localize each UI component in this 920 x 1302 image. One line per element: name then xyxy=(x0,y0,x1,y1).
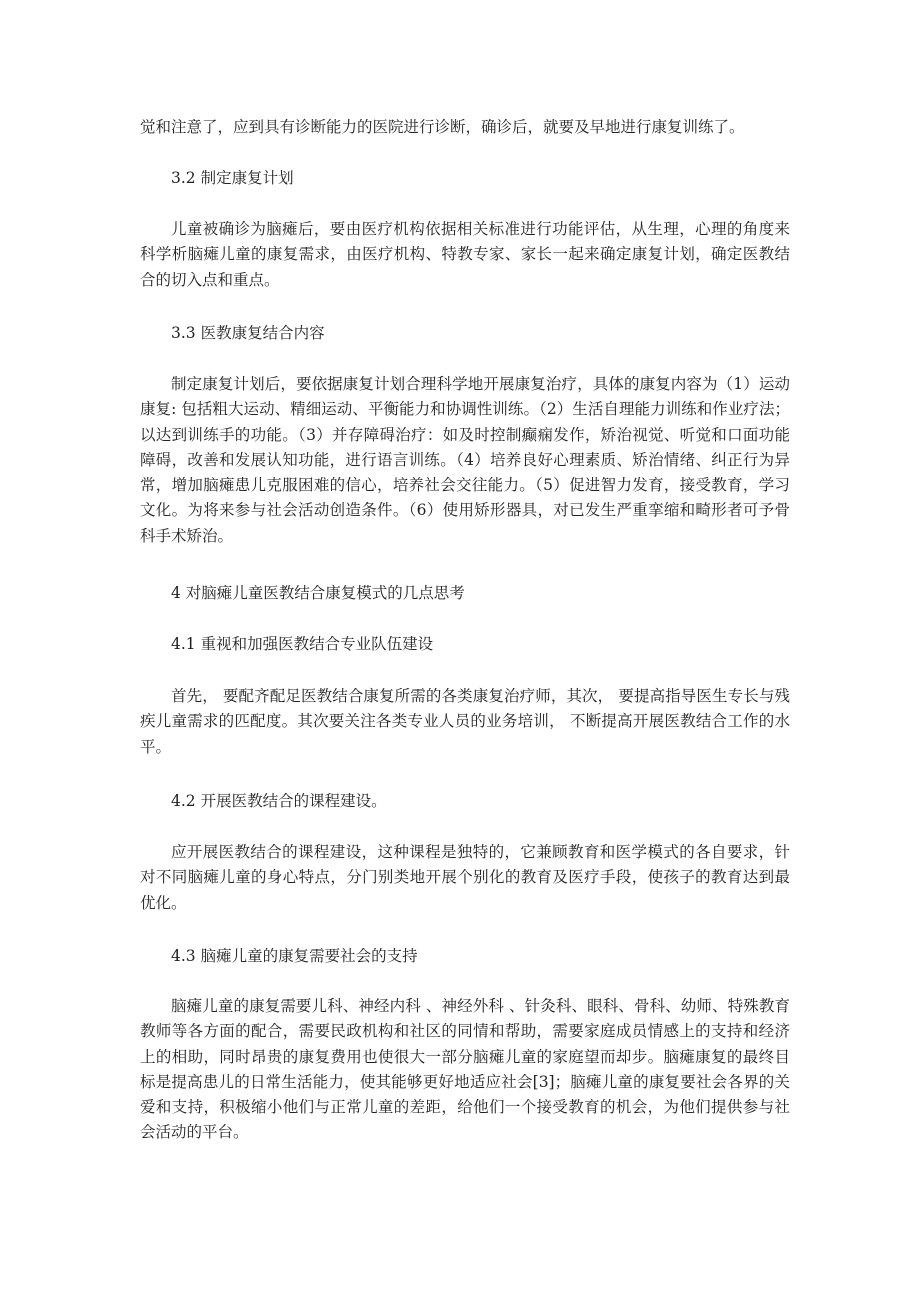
paragraph-rehab-plan: 儿童被确诊为脑瘫后，要由医疗机构依据相关标准进行功能评估，从生理，心理的角度来科学析脑瘫儿童的康复需求，由医疗机构、特教专家、家长一起来确定康复计划，确定医教结合的切入点和重点。 xyxy=(140,220,790,289)
section-heading-4-1: 4.1 重视和加强医教结合专业队伍建设 xyxy=(171,635,434,653)
section-heading-4: 4 对脑瘫儿童医教结合康复模式的几点思考 xyxy=(171,584,465,602)
section-heading-3-3: 3.3 医教康复结合内容 xyxy=(171,324,325,342)
section-heading-3-2: 3.2 制定康复计划 xyxy=(171,169,294,187)
section-heading-4-3: 4.3 脑瘫儿童的康复需要社会的支持 xyxy=(171,947,418,965)
paragraph-team-building: 首先， 要配齐配足医教结合康复所需的各类康复治疗师，其次， 要提高指导医生专长与残疾儿童需求的匹配度。其次要关注各类专业人员的业务培训， 不断提高开展医教结合工作的水平。 xyxy=(140,687,790,756)
section-heading-4-2: 4.2 开展医教结合的课程建设。 xyxy=(171,792,387,810)
paragraph-curriculum: 应开展医教结合的课程建设，这种课程是独特的，它兼顾教育和医学模式的各自要求，针对不同脑瘫儿童的身心特点，分门别类地开展个别化的教育及医疗手段，使孩子的教育达到最优化。 xyxy=(140,843,790,912)
paragraph-rehab-content: 制定康复计划后，要依据康复计划合理科学地开展康复治疗，具体的康复内容为（1）运动康复: 包括粗大运动、精细运动、平衡能力和协调性训练。（2）生活自理能力训练和作业疗法；以达到训练手的功能。（3）并存障碍治疗：如及时控制癫痫发作，矫治视觉、听觉和口面功能障碍，改善和发展认知功能，进行语言训练。（4）培养良好心理素质、矫治情绪、纠正行为异常，增加脑瘫患儿克服困难的信心，培养社会交往能力。（5）促进智力发育，接受教育，学习文化。为将来参与社会活动创造条件。（6）使用矫形器具，对已发生严重挛缩和畸形者可予骨科手术矫治。 xyxy=(140,375,790,545)
paragraph-social-support: 脑瘫儿童的康复需要儿科、神经内科 、神经外科 、针灸科、眼科、骨科、幼师、特殊教育教师等各方面的配合，需要民政机构和社区的同情和帮助，需要家庭成员情感上的支持和经济 上的相助，同时昂贵的康复费用也使很大一部分脑瘫儿童的家庭望而却步。脑瘫康复的最终目标是提高患儿的日常生活能力，使其能够更好地适应社会[3]；脑瘫儿童的康复要社会各界的关爱和支持，积极缩小他们与正常儿童的差距，给他们一个接受教育的机会，为他们提供参与社会活动的平台。 xyxy=(140,997,790,1142)
paragraph-continuation: 觉和注意了，应到具有诊断能力的医院进行诊断，确诊后，就要及早地进行康复训练了。 xyxy=(140,118,745,136)
